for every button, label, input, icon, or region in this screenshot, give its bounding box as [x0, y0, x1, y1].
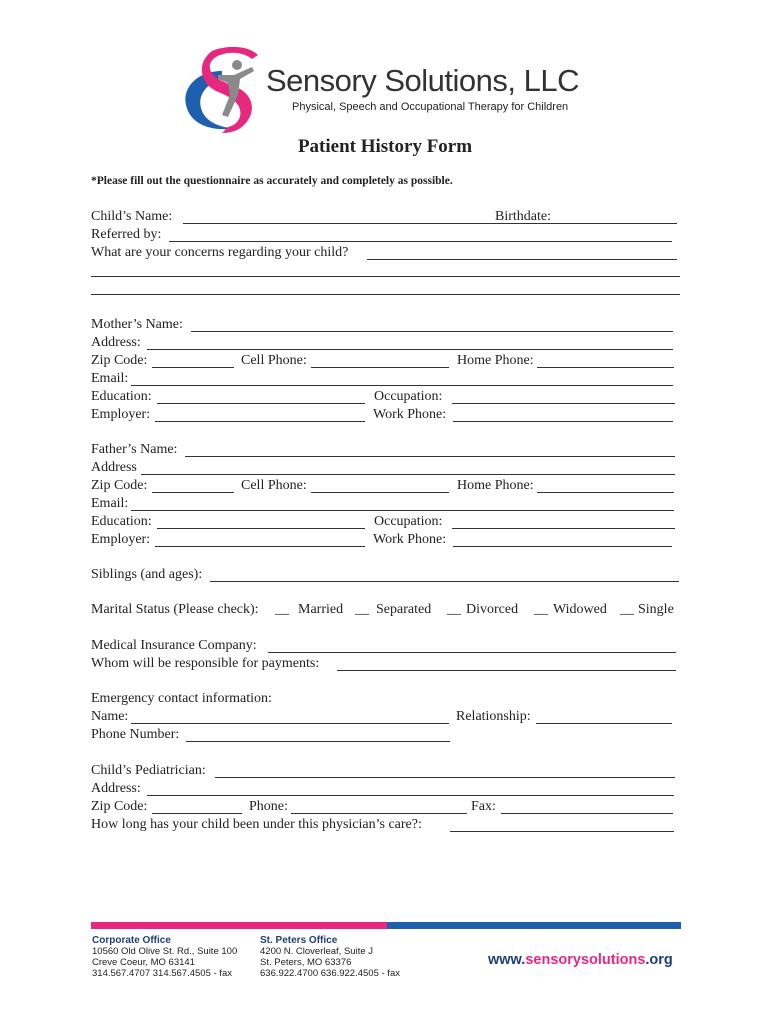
emergency-phone-field[interactable]: [186, 741, 450, 742]
mother-cell-label: Cell Phone:: [241, 353, 307, 368]
footer-blue-bar: [387, 922, 681, 929]
mother-education-row: [91, 388, 681, 406]
stpeters-office-title: St. Peters Office: [260, 935, 338, 946]
father-home-label: Home Phone:: [457, 478, 534, 493]
relationship-label: Relationship:: [456, 709, 531, 724]
payments-field[interactable]: [337, 670, 676, 671]
referred-label: Referred by:: [91, 227, 162, 242]
single-checkbox[interactable]: __: [620, 602, 634, 617]
father-email-field[interactable]: [131, 510, 674, 511]
mother-home-field[interactable]: [537, 367, 674, 368]
mother-email-row: [91, 370, 681, 388]
father-zip-field[interactable]: [152, 492, 234, 493]
concerns-extra-line-1[interactable]: [91, 276, 680, 277]
father-employer-label: Employer:: [91, 532, 151, 547]
corporate-office-address: 10560 Old Olive St. Rd., Suite 100: [92, 946, 238, 957]
pediatrician-row: [91, 762, 681, 780]
divorced-label: Divorced: [466, 602, 519, 617]
pediatrician-zip-field[interactable]: [152, 813, 242, 814]
emergency-heading-row: [91, 690, 681, 708]
father-cell-label: Cell Phone:: [241, 478, 307, 493]
insurance-company-row: [91, 637, 681, 655]
relationship-field[interactable]: [536, 723, 672, 724]
mother-employer-row: [91, 406, 681, 424]
siblings-field[interactable]: [210, 581, 679, 582]
mother-address-field[interactable]: [147, 349, 673, 350]
physician-duration-row: [91, 816, 681, 834]
father-employer-field[interactable]: [155, 546, 365, 547]
pediatrician-address-field[interactable]: [147, 795, 674, 796]
physician-duration-field[interactable]: [450, 831, 674, 832]
concerns-extra-line-2[interactable]: [91, 294, 680, 295]
father-home-field[interactable]: [537, 492, 674, 493]
single-label: Single: [638, 602, 674, 617]
stpeters-office-address: 4200 N. Cloverleaf, Suite J: [260, 946, 374, 957]
mother-home-label: Home Phone:: [457, 353, 534, 368]
footer-pink-bar: [91, 922, 387, 929]
mother-zip-field[interactable]: [152, 367, 234, 368]
emergency-phone-label: Phone Number:: [91, 727, 180, 742]
concerns-row: [91, 244, 681, 262]
website-suffix: .org: [645, 952, 673, 968]
separated-label: Separated: [376, 602, 432, 617]
mother-name-row: [91, 316, 681, 334]
marital-status-row: [91, 601, 691, 619]
mother-name-label: Mother’s Name:: [91, 317, 183, 332]
website-prefix: www.: [488, 952, 526, 968]
father-education-field[interactable]: [157, 528, 365, 529]
emergency-name-row: [91, 708, 681, 726]
pediatrician-phone-field[interactable]: [291, 813, 467, 814]
referred-row: [91, 226, 681, 244]
child-name-label: Child’s Name:: [91, 209, 173, 224]
pediatrician-address-row: [91, 780, 681, 798]
father-name-field[interactable]: [185, 456, 675, 457]
father-occupation-label: Occupation:: [374, 514, 443, 529]
emergency-phone-row: [91, 726, 681, 744]
mother-phone-row: [91, 352, 681, 370]
father-education-label: Education:: [91, 514, 152, 529]
pediatrician-phone-row: [91, 798, 681, 816]
stpeters-office-city: St. Peters, MO 63376: [260, 957, 352, 968]
concerns-label: What are your concerns regarding your child?: [91, 245, 349, 260]
mother-employer-label: Employer:: [91, 407, 151, 422]
siblings-label: Siblings (and ages):: [91, 567, 203, 582]
brand-tagline: Physical, Speech and Occupational Therapy for Children: [292, 101, 569, 113]
emergency-heading: Emergency contact information:: [91, 691, 272, 706]
mother-work-label: Work Phone:: [373, 407, 447, 422]
payments-label: Whom will be responsible for payments:: [91, 656, 320, 671]
mother-address-label: Address:: [91, 335, 141, 350]
insurance-company-label: Medical Insurance Company:: [91, 638, 257, 653]
form-title: Patient History Form: [297, 136, 473, 157]
mother-address-row: [91, 334, 681, 352]
father-zip-label: Zip Code:: [91, 478, 148, 493]
mother-zip-label: Zip Code:: [91, 353, 148, 368]
corporate-office-block: [92, 935, 237, 979]
marital-status-label: Marital Status (Please check):: [91, 602, 259, 617]
father-cell-field[interactable]: [311, 492, 449, 493]
corporate-office-title: Corporate Office: [92, 935, 171, 946]
birthdate-field[interactable]: [559, 223, 677, 224]
website-highlight: sensorysolutions: [525, 952, 646, 968]
mother-email-label: Email:: [91, 371, 129, 386]
married-label: Married: [298, 602, 344, 617]
physician-duration-label: How long has your child been under this physician’s care?:: [91, 817, 422, 832]
insurance-company-field[interactable]: [268, 652, 676, 653]
brand-name: Sensory Solutions, LLC: [266, 63, 579, 98]
pediatrician-fax-field[interactable]: [501, 813, 673, 814]
married-checkbox[interactable]: __: [275, 602, 289, 617]
father-work-label: Work Phone:: [373, 532, 447, 547]
referred-field[interactable]: [169, 241, 672, 242]
stpeters-office-phone: 636.922.4700 636.922.4505 - fax: [260, 968, 400, 979]
mother-education-field[interactable]: [157, 403, 365, 404]
father-address-label: Address: [91, 460, 137, 475]
separated-checkbox[interactable]: __: [355, 602, 369, 617]
father-phone-row: [91, 477, 681, 495]
corporate-office-phone: 314.567.4707 314.567.4505 - fax: [92, 968, 232, 979]
form-instructions: *Please fill out the questionnaire as accurately and completely as possible.: [91, 175, 453, 187]
mother-employer-field[interactable]: [155, 421, 365, 422]
widowed-label: Widowed: [553, 602, 607, 617]
father-address-row: [91, 459, 681, 477]
website-link[interactable]: [488, 952, 673, 968]
payments-row: [91, 655, 681, 673]
concerns-field[interactable]: [367, 259, 677, 260]
mother-work-field[interactable]: [453, 421, 673, 422]
mother-occupation-label: Occupation:: [374, 389, 443, 404]
father-occupation-field[interactable]: [452, 528, 675, 529]
mother-name-field[interactable]: [191, 331, 673, 332]
mother-occupation-field[interactable]: [452, 403, 675, 404]
father-work-field[interactable]: [453, 546, 672, 547]
father-email-label: Email:: [91, 496, 129, 511]
father-name-label: Father’s Name:: [91, 442, 178, 457]
father-address-field[interactable]: [141, 474, 675, 475]
mother-cell-field[interactable]: [311, 367, 449, 368]
pediatrician-phone-label: Phone:: [249, 799, 288, 814]
father-email-row: [91, 495, 681, 513]
father-employer-row: [91, 531, 681, 549]
child-name-row: [91, 208, 681, 226]
pediatrician-label: Child’s Pediatrician:: [91, 763, 206, 778]
pediatrician-fax-label: Fax:: [471, 799, 496, 814]
mother-email-field[interactable]: [131, 385, 673, 386]
emergency-name-label: Name:: [91, 709, 129, 724]
emergency-name-field[interactable]: [131, 723, 449, 724]
pediatrician-field[interactable]: [215, 777, 675, 778]
divorced-checkbox[interactable]: __: [447, 602, 461, 617]
mother-education-label: Education:: [91, 389, 152, 404]
corporate-office-city: Creve Coeur, MO 63141: [92, 957, 195, 968]
stpeters-office-block: [260, 935, 400, 979]
father-name-row: [91, 441, 681, 459]
birthdate-label: Birthdate:: [495, 209, 551, 224]
pediatrician-address-label: Address:: [91, 781, 141, 796]
father-education-row: [91, 513, 681, 531]
pediatrician-zip-label: Zip Code:: [91, 799, 148, 814]
widowed-checkbox[interactable]: __: [534, 602, 548, 617]
siblings-row: [91, 566, 681, 584]
